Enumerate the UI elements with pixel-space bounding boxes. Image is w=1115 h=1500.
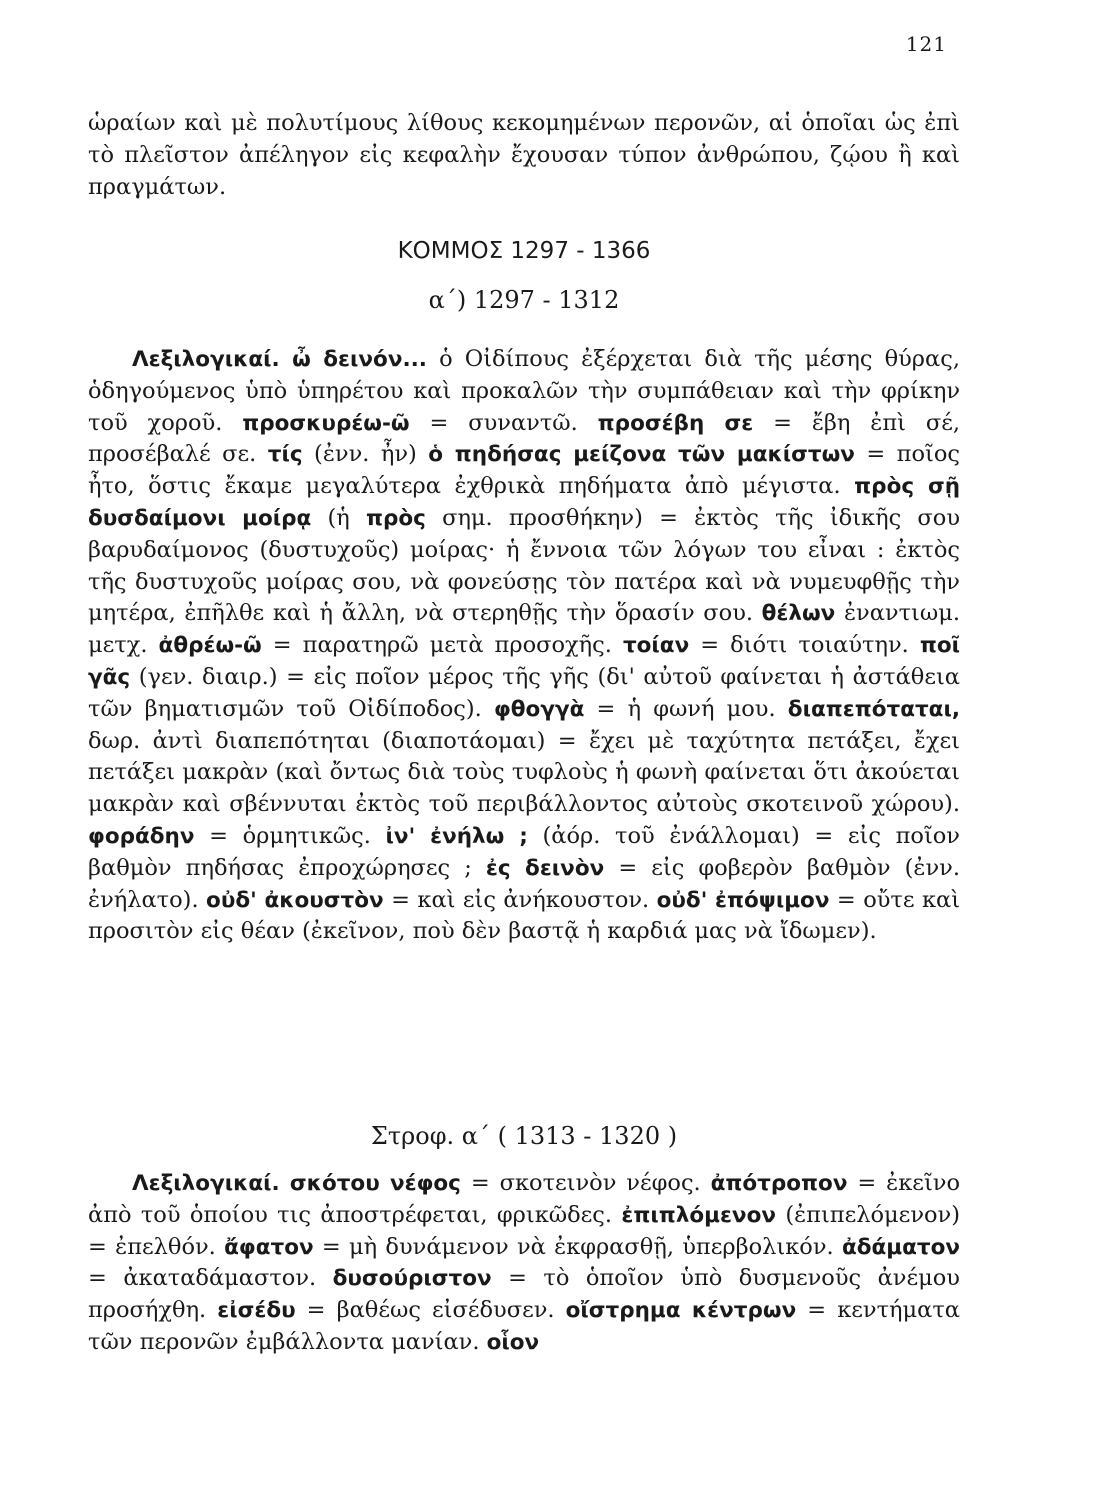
bold-term: ἐπιπλόμενον: [621, 1202, 776, 1228]
gloss-text: = ἀκαταδάμαστον.: [88, 1265, 333, 1292]
bold-term: τοίαν: [622, 633, 690, 659]
gloss-text: = βαθέως εἰσέδυσεν.: [295, 1297, 566, 1324]
gloss-text: = ποῖος ἦτο, ὅστις ἔκαμε μεγαλύτερα ἐχθρικὰ πηδήματα ἀπὸ μέγιστα.: [88, 441, 960, 500]
subsection-title: α΄) 1297 - 1312: [428, 286, 620, 314]
gloss-text: (ἀόρ. τοῦ ἐνάλλομαι) = εἰς ποῖον βαθμὸν πηδήσας ἐπροχώρησες ;: [88, 822, 960, 881]
gloss-text: ἐναντιωμ. μετχ.: [88, 600, 960, 659]
bold-term: Λεξιλογικαί. σκότου νέφος: [132, 1171, 461, 1196]
page-number: 121: [905, 32, 947, 56]
gloss-text: = σκοτεινὸν νέφος.: [460, 1170, 711, 1196]
bold-term: οἴστρημα κέντρων: [565, 1298, 797, 1324]
gloss-text: (ἡ: [311, 504, 366, 531]
bold-term: ἰν' ἐνήλω ;: [385, 823, 528, 849]
bold-term: εἰσέδυ: [217, 1298, 296, 1324]
gloss-text: = ἔβη ἐπὶ σέ, προσέβαλέ σε.: [88, 409, 961, 468]
gloss-text: = διότι τοιαύτην.: [689, 632, 920, 659]
lexical-paragraph-1: [88, 344, 960, 948]
bold-term: πρὸς: [365, 505, 426, 531]
bold-term: πρὸς σῇ δυσδαίμονι μοίρᾳ: [88, 474, 960, 531]
bold-term: οἷον: [486, 1329, 540, 1355]
bold-term: τίς: [267, 442, 303, 468]
gloss-text: = καὶ εἰς ἀνήκουστον.: [383, 886, 657, 913]
bold-term: ἀπότροπον: [710, 1171, 848, 1196]
gloss-text: δωρ. ἀντὶ διαπεπότηται (διαποτάομαι) = ἔχει μὲ ταχύτητα πετάξει, ἔχει πετάξει μακρὰν (καὶ ὄντως διὰ τοὺς τυφλοὺς ἡ φωνὴ φαίνεται ὅτι ἀκούεται μακρὰν καὶ σβέννυται ἐκτὸς τοῦ περιβάλλοντος αὐτοὺς σκοτεινοῦ χώρου).: [88, 727, 960, 818]
bold-term: φθογγὰ: [493, 696, 585, 722]
bold-term: ἄφατον: [224, 1234, 314, 1260]
section-title: ΚΟΜΜΟΣ 1297 - 1366: [397, 238, 651, 264]
bold-term: προσέβη σε: [597, 410, 754, 436]
bold-term: οὐδ' ἀκουστὸν: [206, 887, 384, 913]
gloss-text: (ἐνν. ἦν): [302, 441, 429, 468]
gloss-text: = τὸ ὁποῖον ὑπὸ δυσμενοῦς ἀνέμου προσήχθη.: [88, 1265, 960, 1324]
bold-term: οὐδ' ἐπόψιμον: [656, 887, 830, 913]
intro-paragraph: ὡραίων καὶ μὲ πολυτίμους λίθους κεκομημένων περονῶν, αἱ ὁποῖαι ὡς ἐπὶ τὸ πλεῖστον ἀπέληγον εἰς κεφαλὴν ἔχουσαν τύπον ἀνθρώπου, ζῴου ἢ καὶ πραγμάτων.: [88, 110, 960, 200]
bold-term: διαπεπόταται,: [787, 696, 960, 722]
gloss-text: = ὁρμητικῶς.: [194, 822, 386, 849]
bold-term: θέλων: [761, 601, 836, 627]
gloss-text: (ἐπιπελόμενον) = ἐπελθόν.: [88, 1201, 961, 1260]
bold-term: ἀδάματον: [841, 1234, 961, 1260]
gloss-text: = μὴ δυνάμενον νὰ ἐκφρασθῇ, ὑπερβολικόν.: [313, 1233, 842, 1260]
bold-term: ὁ πηδήσας μείζονα τῶν μακίστων: [428, 442, 855, 468]
bold-term: δυσούριστον: [332, 1266, 492, 1292]
gloss-text: = κεντήματα τῶν περονῶν ἐμβάλλοντα μανίαν.: [88, 1297, 960, 1355]
bold-term: προσκυρέω-ῶ: [242, 410, 410, 436]
gloss-text: = ἐκεῖνο ἀπὸ τοῦ ὁποίου τις ἀποστρέφεται, φρικῶδες.: [88, 1170, 960, 1228]
bold-term: ποῖ γᾶς: [88, 633, 960, 690]
lexical-paragraph-2: [88, 1168, 960, 1359]
bold-term: ἐς δεινὸν: [485, 855, 605, 881]
bold-term: φοράδην: [88, 823, 195, 849]
gloss-text: = οὔτε καὶ προσιτὸν εἰς θέαν (ἐκεῖνον, ποὺ δὲν βαστᾷ ἡ καρδιά μας νὰ ἴδωμεν).: [88, 886, 961, 945]
bold-term: ἀθρέω-ῶ: [158, 633, 262, 659]
strophe-title: Στροφ. α΄ ( 1313 - 1320 ): [370, 1122, 678, 1150]
gloss-text: = εἰς φοβερὸν βαθμὸν (ἐνν. ἐνήλατο).: [88, 854, 960, 913]
gloss-text: = ἡ φωνή μου.: [584, 695, 788, 722]
gloss-text: ὁ Οἰδίπους ἐξέρχεται διὰ τῆς μέσης θύρας, ὁδηγούμενος ὑπὸ ὑπηρέτου καὶ προκαλῶν τὴν συμπάθειαν καὶ τὴν φρίκην τοῦ χοροῦ.: [88, 346, 960, 436]
gloss-text: σημ. προσθήκην) = ἐκτὸς τῆς ἰδικῆς σου βαρυδαίμονος (δυστυχοῦς) μοίρας· ἡ ἔννοια τῶν λόγων του εἶναι : ἐκτὸς τῆς δυστυχοῦς μοίρας σου, νὰ φονεύσῃς τὸν πατέρα καὶ νὰ νυμευφθῇς τὴν μητέρα, ἐπῆλθε καὶ ἡ ἄλλη, νὰ στερηθῇς τὴν ὅρασίν σου.: [88, 504, 960, 627]
bold-term: Λεξιλογικαί. ὦ δεινόν...: [132, 347, 427, 372]
gloss-text: (γεν. διαιρ.) = εἰς ποῖον μέρος τῆς γῆς (δι' αὐτοῦ φαίνεται ἡ ἀστάθεια τῶν βηματισμῶν τοῦ Οἰδίποδος).: [88, 663, 960, 722]
gloss-text: = συναντῶ.: [409, 409, 598, 436]
gloss-text: = παρατηρῶ μετὰ προσοχῆς.: [261, 632, 623, 659]
